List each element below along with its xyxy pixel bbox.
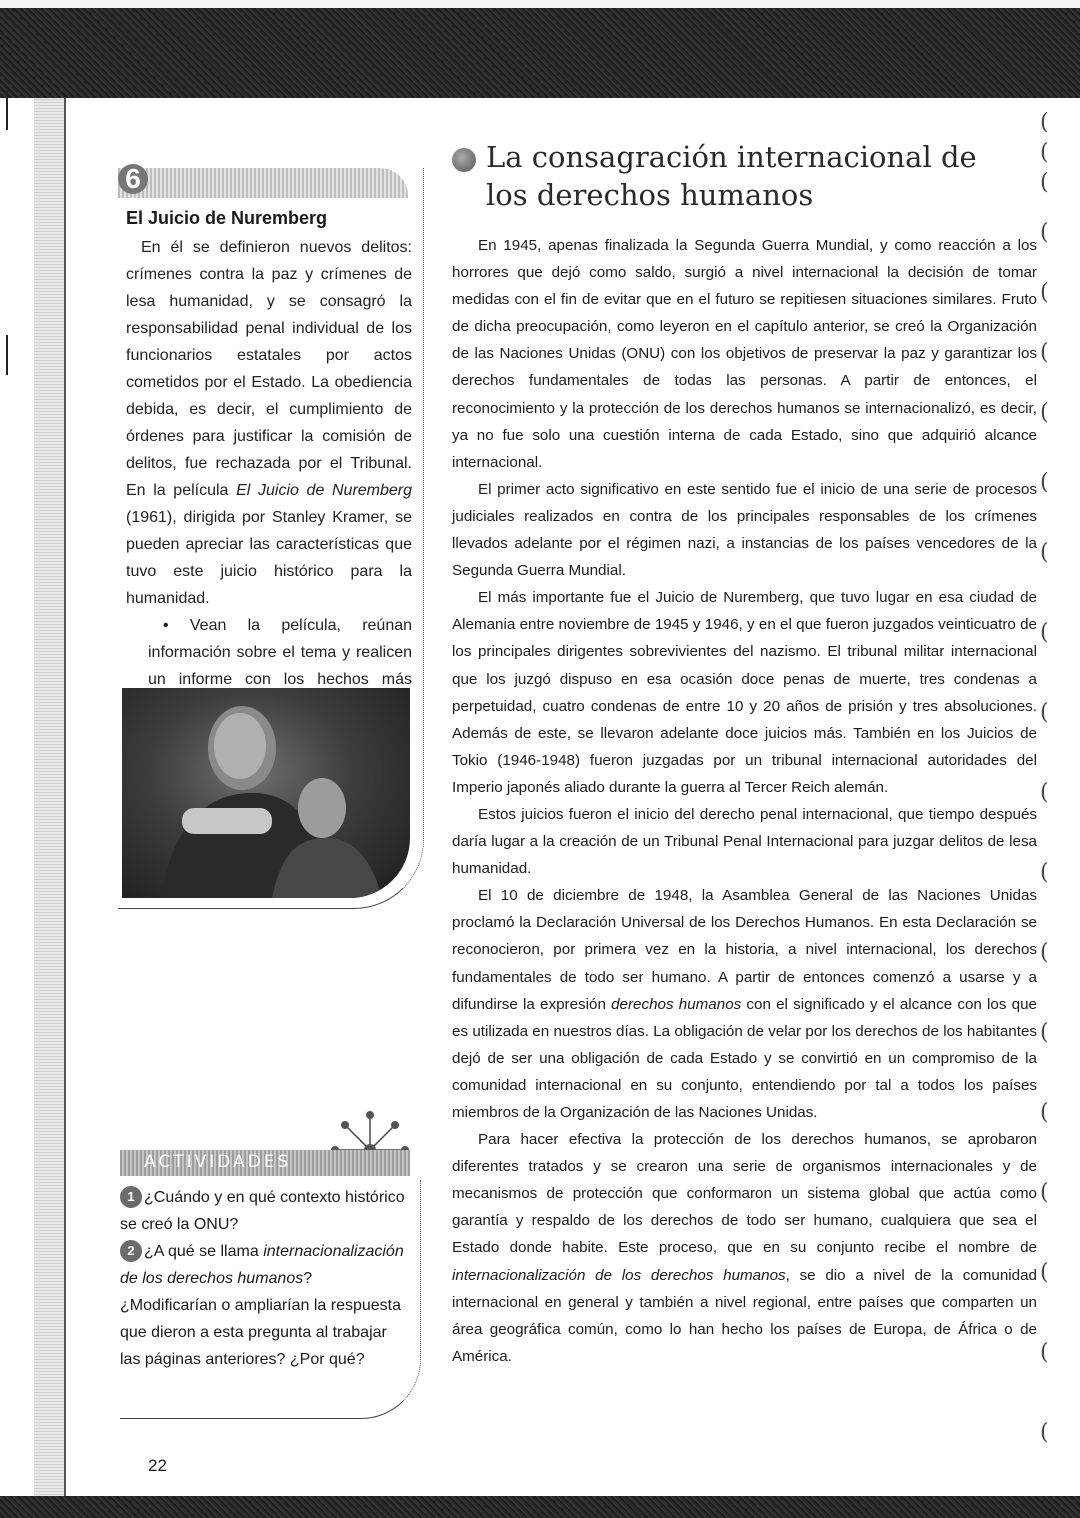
scan-mark: [6, 335, 8, 375]
sidebar-header-bar: [118, 163, 408, 198]
page-number: 22: [148, 1456, 167, 1475]
main-paragraph: El más importante fue el Juicio de Nuremberg, que tuvo lugar en esa ciudad de Alemania entre noviembre de 1945 y 1946, y en el que fueron juzgados veinticuatro de los principales dirigentes sobrevivientes del nazismo. El tribunal militar internacional que los juzgó dispuso en esa ocasión doce penas de muerte, tres condenas a perpetuidad, cuatro condenas de entre 10 y 20 años de prisión y tres absoluciones. Además de este, se llevaron adelante doce juicios más. También en los Juicios de Tokio (1946-1948) fueron juzgadas por un tribunal internacional autoridades del Imperio japonés aliado durante la guerra al Tercer Reich alemán.: [452, 589, 1037, 796]
activity-question: ¿A qué se llama internacionalización de los derechos humanos? ¿Modificarían o ampliarían la respuesta que dieron a esta pregunta al trabajar las páginas anteriores? ¿Por qué?: [120, 1243, 404, 1368]
section-bullet-icon: [452, 148, 476, 172]
scan-bottom-band: [0, 1496, 1080, 1518]
scan-top-edge: [0, 0, 1080, 8]
main-paragraph: Estos juicios fueron el inicio del derecho penal internacional, que tiempo después daría lugar a la creación de un Tribunal Penal Internacional para juzgar delitos de lesa humanidad.: [452, 805, 1037, 878]
activities-box: [120, 1180, 421, 1419]
activities-label: ACTIVIDADES: [144, 1152, 292, 1172]
sidebar-title: El Juicio de Nuremberg: [126, 208, 328, 228]
main-paragraph: En 1945, apenas finalizada la Segunda Guerra Mundial, y como reacción a los horrores que dejó como saldo, surgió a nivel internacional la decisión de tomar medidas con el fin de evitar que en el futuro se repitiesen situaciones similares. Fruto de dicha preocupación, como leyeron en el capítulo anterior, se creó la Organización de las Naciones Unidas (ONU) con los objetivos de preservar la paz y garantizar los derechos fundamentales de todas las personas. A partir de entonces, el reconocimiento y la protección de los derechos humanos se internacionalizó, es decir, ya no fue solo una cuestión interna de cada Estado, sino que adquirió alcance internacional.: [452, 237, 1037, 471]
photo-illustration: [122, 688, 410, 898]
main-paragraph: El primer acto significativo en este sentido fue el inicio de una serie de procesos judiciales realizados en contra de los principales responsables de los crímenes llevados adelante por el régimen nazi, a instancias de los países vencedores de la Segunda Guerra Mundial.: [452, 480, 1037, 580]
film-title: El Juicio de Nuremberg: [236, 482, 413, 499]
activity-number: 2: [120, 1240, 142, 1262]
section-title: La consagración internacional de los derechos humanos: [486, 140, 977, 212]
activity-question: ¿Cuándo y en qué contexto histórico se creó la ONU?: [120, 1189, 405, 1233]
main-paragraph: El 10 de diciembre de 1948, la Asamblea General de las Naciones Unidas proclamó la Declaración Universal de los Derechos Humanos. En esta Declaración se reconocieron, por primera vez en la historia, a nivel internacional, los derechos fundamentales de todo ser humano. A partir de entonces comenzó a usarse y a difundirse la expresión derechos humanos con el significado y el alcance con los que es utilizada en nuestros días. La obligación de velar por los derechos de los habitantes dejó de ser una obligación de cada Estado y se convirtió en un compromiso de la comunidad internacional en su conjunto, entendiendo por tal a todos los países miembros de la Organización de las Naciones Unidas.: [452, 887, 1037, 1121]
main-text: [452, 232, 1037, 1370]
activity-item: [120, 1184, 410, 1238]
main-paragraph: Para hacer efectiva la protección de los derechos humanos, se aprobaron diferentes tratados y se crearon una serie de organismos internacionales y de mecanismos de protección que conformaron un sistema global que actúa como garantía y respaldo de los derechos de todo ser humano, cualquiera que sea el Estado donde habite. Este proceso, que en su conjunto recibe el nombre de internacionalización de los derechos humanos, se dio a nivel de la comunidad internacional en general y también a nivel regional, entre países que comparten un área geográfica común, como lo han hecho los países de Europa, de África o de América.: [452, 1131, 1037, 1365]
sidebar-number-badge: 6: [118, 164, 148, 194]
scan-mark: [6, 90, 8, 130]
activity-number: 1: [120, 1186, 142, 1208]
sidebar-box: [118, 163, 424, 909]
binding-spine: [34, 98, 66, 1498]
activities-header: [120, 1150, 410, 1176]
activity-item: [120, 1238, 410, 1373]
sidebar-bullet: • Vean la película, reúnan información sobre el tema y realicen un informe con los hechos más: [148, 617, 413, 688]
page-edge-marks: ( ( ( ( ( ( ( ( ( ( ( ( ( ( ( ( ( ( ( (: [1040, 110, 1049, 1445]
sidebar-paragraph: En él se definieron nuevos delitos: crímenes contra la paz y crímenes de lesa humanidad, y se consagró la responsabilidad penal individual de los funcionarios estatales por actos cometidos por el Estado. La obediencia debida, es decir, el cumplimiento de órdenes para justificar la comisión de delitos, fue rechazada por el Tribunal. En la película El Juicio de Nuremberg (1961), dirigida por Stanley Kramer, se pueden apreciar las características que tuvo este juicio histórico para la humanidad.: [126, 239, 413, 607]
scan-top-band: [0, 0, 1080, 98]
nuremberg-trial-photo: [122, 688, 410, 898]
sidebar-text: [126, 234, 412, 720]
